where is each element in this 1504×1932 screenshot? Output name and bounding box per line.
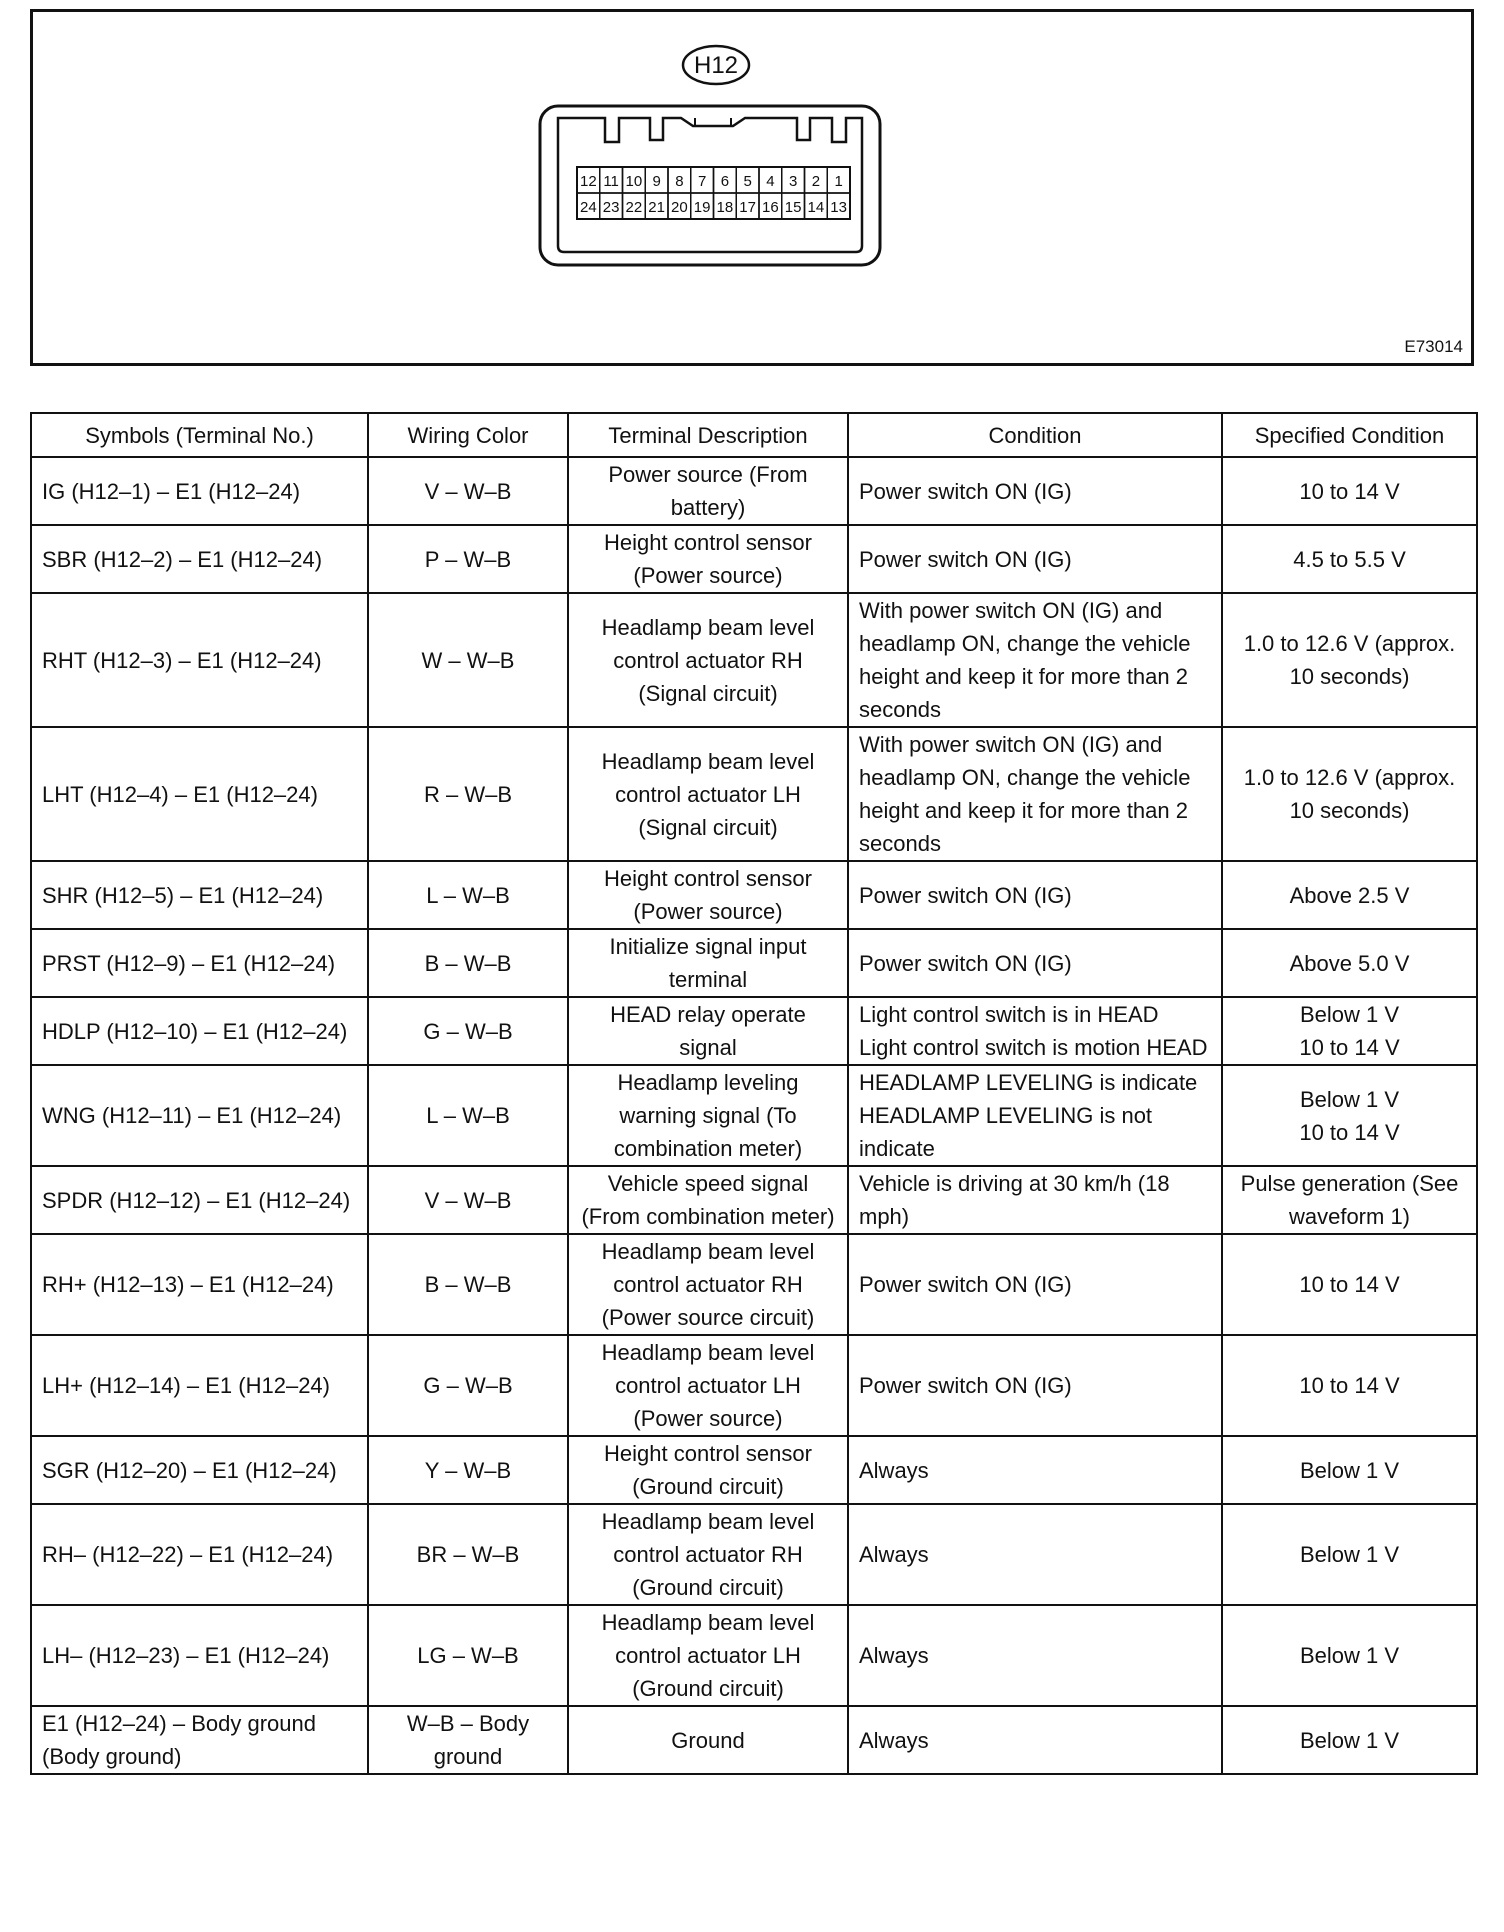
specified-condition-line: Below 1 V [1299, 1727, 1400, 1753]
terminal-symbol: IG (H12–1) – E1 (H12–24) [31, 457, 368, 525]
pin-number: 9 [652, 173, 661, 190]
pin-number: 12 [580, 173, 597, 190]
table-row [31, 457, 1477, 525]
terminal-description: Headlamp beam level control actuator RH (Power source circuit) [568, 1234, 848, 1335]
specified-condition [1222, 457, 1477, 525]
header-wiring-color: Wiring Color [368, 413, 568, 457]
terminal-description: Height control sensor (Ground circuit) [568, 1436, 848, 1504]
pin-number: 24 [580, 199, 597, 216]
pin-number: 22 [625, 199, 643, 216]
condition-line: Power switch ON (IG) [859, 478, 1072, 504]
specified-condition-line: Below 1 V [1299, 1542, 1400, 1567]
terminal-description: Headlamp leveling warning signal (To combination meter) [568, 1065, 848, 1166]
table-row [31, 1065, 1477, 1166]
table-row [31, 1605, 1477, 1706]
specified-condition-line: Below 1 V [1299, 1643, 1400, 1668]
wiring-color: W – W–B [368, 593, 568, 727]
pin-number: 6 [720, 173, 730, 190]
table-row [31, 727, 1477, 861]
table-row [31, 1335, 1477, 1436]
table-row [31, 861, 1477, 929]
wiring-color: W–B – Body ground [368, 1706, 568, 1774]
condition-line: Vehicle is driving at 30 km/h (18 mph) [859, 1171, 1170, 1229]
wiring-color: L – W–B [368, 861, 568, 929]
condition [848, 1504, 1222, 1605]
terminal-description: Height control sensor (Power source) [568, 861, 848, 929]
terminal-description: Headlamp beam level control actuator RH (Ground circuit) [568, 1504, 848, 1605]
condition [848, 1605, 1222, 1706]
condition [848, 997, 1222, 1065]
terminal-symbol: LH+ (H12–14) – E1 (H12–24) [31, 1335, 368, 1436]
table-row [31, 929, 1477, 997]
specified-condition [1222, 525, 1477, 593]
terminal-symbol: RH+ (H12–13) – E1 (H12–24) [31, 1234, 368, 1335]
condition-line: With power switch ON (IG) and headlamp ON, change the vehicle height and keep it for more than 2 seconds [859, 732, 1191, 856]
specified-condition [1222, 1065, 1477, 1166]
wiring-color: LG – W–B [368, 1605, 568, 1706]
condition-line: Always [859, 1643, 929, 1668]
terminal-description: Headlamp beam level control actuator RH (Signal circuit) [568, 593, 848, 727]
pin-number: 23 [602, 199, 620, 216]
specified-condition-line: 10 to 14 V [1299, 1035, 1400, 1060]
condition-line: Always [859, 1542, 929, 1567]
specified-condition-line: 10 to 14 V [1299, 1272, 1400, 1297]
table-header-row [31, 413, 1477, 457]
wiring-color: V – W–B [368, 1166, 568, 1234]
specified-condition-line: 10 to 14 V [1299, 478, 1400, 504]
terminal-symbol: PRST (H12–9) – E1 (H12–24) [31, 929, 368, 997]
wiring-color: G – W–B [368, 997, 568, 1065]
specified-condition [1222, 929, 1477, 997]
terminal-description: HEAD relay operate signal [568, 997, 848, 1065]
specified-condition [1222, 593, 1477, 727]
condition [848, 1234, 1222, 1335]
wiring-color: B – W–B [368, 1234, 568, 1335]
specified-condition-line: 1.0 to 12.6 V (approx. 10 seconds) [1243, 765, 1456, 823]
wiring-color: L – W–B [368, 1065, 568, 1166]
header-symbols: Symbols (Terminal No.) [31, 413, 368, 457]
specified-condition-line: 1.0 to 12.6 V (approx. 10 seconds) [1243, 631, 1456, 689]
terminal-symbol: HDLP (H12–10) – E1 (H12–24) [31, 997, 368, 1065]
connector-label: H12 [693, 52, 739, 79]
condition-line: Power switch ON (IG) [859, 1373, 1072, 1398]
pin-number: 19 [693, 199, 711, 216]
wiring-color: BR – W–B [368, 1504, 568, 1605]
terminal-symbol: E1 (H12–24) – Body ground (Body ground) [31, 1706, 368, 1774]
wiring-color: V – W–B [368, 457, 568, 525]
pin-number: 17 [739, 199, 756, 216]
wiring-color: P – W–B [368, 525, 568, 593]
condition-line: HEADLAMP LEVELING is indicate [859, 1070, 1198, 1095]
terminal-description: Power source (From battery) [568, 457, 848, 525]
specified-condition-line: 10 to 14 V [1299, 1373, 1400, 1398]
specified-condition [1222, 1605, 1477, 1706]
specified-condition-line: Pulse generation (See waveform 1) [1240, 1171, 1459, 1229]
table-row [31, 1166, 1477, 1234]
terminal-symbol: SPDR (H12–12) – E1 (H12–24) [31, 1166, 368, 1234]
pin-number: 16 [762, 199, 779, 216]
condition [848, 727, 1222, 861]
terminal-symbol: SHR (H12–5) – E1 (H12–24) [31, 861, 368, 929]
figure-code: E73014 [1404, 337, 1463, 356]
pin-number: 1 [834, 173, 843, 190]
pin-number: 2 [811, 173, 821, 190]
condition-line: Power switch ON (IG) [859, 882, 1072, 908]
terminal-symbol: WNG (H12–11) – E1 (H12–24) [31, 1065, 368, 1166]
terminal-description: Headlamp beam level control actuator LH (Power source) [568, 1335, 848, 1436]
condition [848, 861, 1222, 929]
terminal-table [30, 412, 1478, 1775]
terminal-symbol: SBR (H12–2) – E1 (H12–24) [31, 525, 368, 593]
specified-condition [1222, 1335, 1477, 1436]
terminal-description: Headlamp beam level control actuator LH (Ground circuit) [568, 1605, 848, 1706]
condition-line: Power switch ON (IG) [859, 1272, 1072, 1297]
terminal-description: Height control sensor (Power source) [568, 525, 848, 593]
table-body [31, 457, 1477, 1774]
condition [848, 1706, 1222, 1774]
pin-number: 10 [625, 173, 643, 190]
condition [848, 593, 1222, 727]
table-row [31, 593, 1477, 727]
connector-figure [30, 9, 1474, 366]
specified-condition-line: Below 1 V [1299, 1002, 1400, 1027]
condition-line: HEADLAMP LEVELING is not indicate [859, 1103, 1153, 1161]
specified-condition [1222, 1234, 1477, 1335]
terminal-symbol: SGR (H12–20) – E1 (H12–24) [31, 1436, 368, 1504]
specified-condition-line: 10 to 14 V [1299, 1119, 1400, 1145]
terminal-description: Ground [568, 1706, 848, 1774]
condition [848, 1335, 1222, 1436]
condition [848, 929, 1222, 997]
wiring-color: R – W–B [368, 727, 568, 861]
pin-number: 4 [766, 173, 775, 190]
pin-number: 14 [807, 199, 825, 216]
pin-number: 3 [788, 173, 798, 190]
pin-grid [577, 167, 850, 219]
condition-line: Light control switch is motion HEAD [859, 1035, 1208, 1060]
specified-condition [1222, 1504, 1477, 1605]
condition [848, 457, 1222, 525]
specified-condition [1222, 1436, 1477, 1504]
table-row [31, 1504, 1477, 1605]
wiring-color: G – W–B [368, 1335, 568, 1436]
wiring-color: B – W–B [368, 929, 568, 997]
specified-condition [1222, 1166, 1477, 1234]
terminal-description: Headlamp beam level control actuator LH (Signal circuit) [568, 727, 848, 861]
terminal-symbol: LHT (H12–4) – E1 (H12–24) [31, 727, 368, 861]
specified-condition [1222, 727, 1477, 861]
pin-number: 13 [830, 199, 847, 216]
condition [848, 1436, 1222, 1504]
specified-condition [1222, 861, 1477, 929]
pin-number: 7 [697, 173, 707, 190]
condition [848, 525, 1222, 593]
pin-number: 15 [784, 199, 802, 216]
pin-number: 21 [648, 199, 665, 216]
condition-line: Light control switch is in HEAD [859, 1002, 1159, 1027]
pin-number: 8 [675, 173, 684, 190]
pin-number: 18 [716, 199, 734, 216]
specified-condition-line: Above 2.5 V [1289, 882, 1410, 908]
wiring-color: Y – W–B [368, 1436, 568, 1504]
condition [848, 1065, 1222, 1166]
header-condition: Condition [848, 413, 1222, 457]
specified-condition-line: Below 1 V [1299, 1457, 1400, 1483]
specified-condition-line: Above 5.0 V [1289, 950, 1410, 976]
terminal-description: Initialize signal input terminal [568, 929, 848, 997]
specified-condition [1222, 997, 1477, 1065]
table-row [31, 1436, 1477, 1504]
header-terminal-description: Terminal Description [568, 413, 848, 457]
pin-number: 5 [743, 173, 752, 190]
terminal-symbol: LH– (H12–23) – E1 (H12–24) [31, 1605, 368, 1706]
pin-number: 11 [603, 173, 619, 190]
condition [848, 1166, 1222, 1234]
specified-condition-line: 4.5 to 5.5 V [1293, 546, 1406, 572]
table-row [31, 1234, 1477, 1335]
table-row [31, 1706, 1477, 1774]
connector-h12-diagram [33, 12, 1471, 363]
table-row [31, 997, 1477, 1065]
specified-condition-line: Below 1 V [1299, 1086, 1400, 1112]
condition-line: Always [859, 1457, 929, 1483]
condition-line: With power switch ON (IG) and headlamp ON, change the vehicle height and keep it for more than 2 seconds [859, 598, 1191, 722]
pin-number: 20 [671, 199, 688, 216]
header-specified-condition: Specified Condition [1222, 413, 1477, 457]
terminal-description: Vehicle speed signal (From combination meter) [568, 1166, 848, 1234]
condition-line: Power switch ON (IG) [859, 950, 1072, 976]
terminal-symbol: RHT (H12–3) – E1 (H12–24) [31, 593, 368, 727]
condition-line: Always [859, 1727, 929, 1753]
table-row [31, 525, 1477, 593]
condition-line: Power switch ON (IG) [859, 546, 1072, 572]
terminal-symbol: RH– (H12–22) – E1 (H12–24) [31, 1504, 368, 1605]
specified-condition [1222, 1706, 1477, 1774]
